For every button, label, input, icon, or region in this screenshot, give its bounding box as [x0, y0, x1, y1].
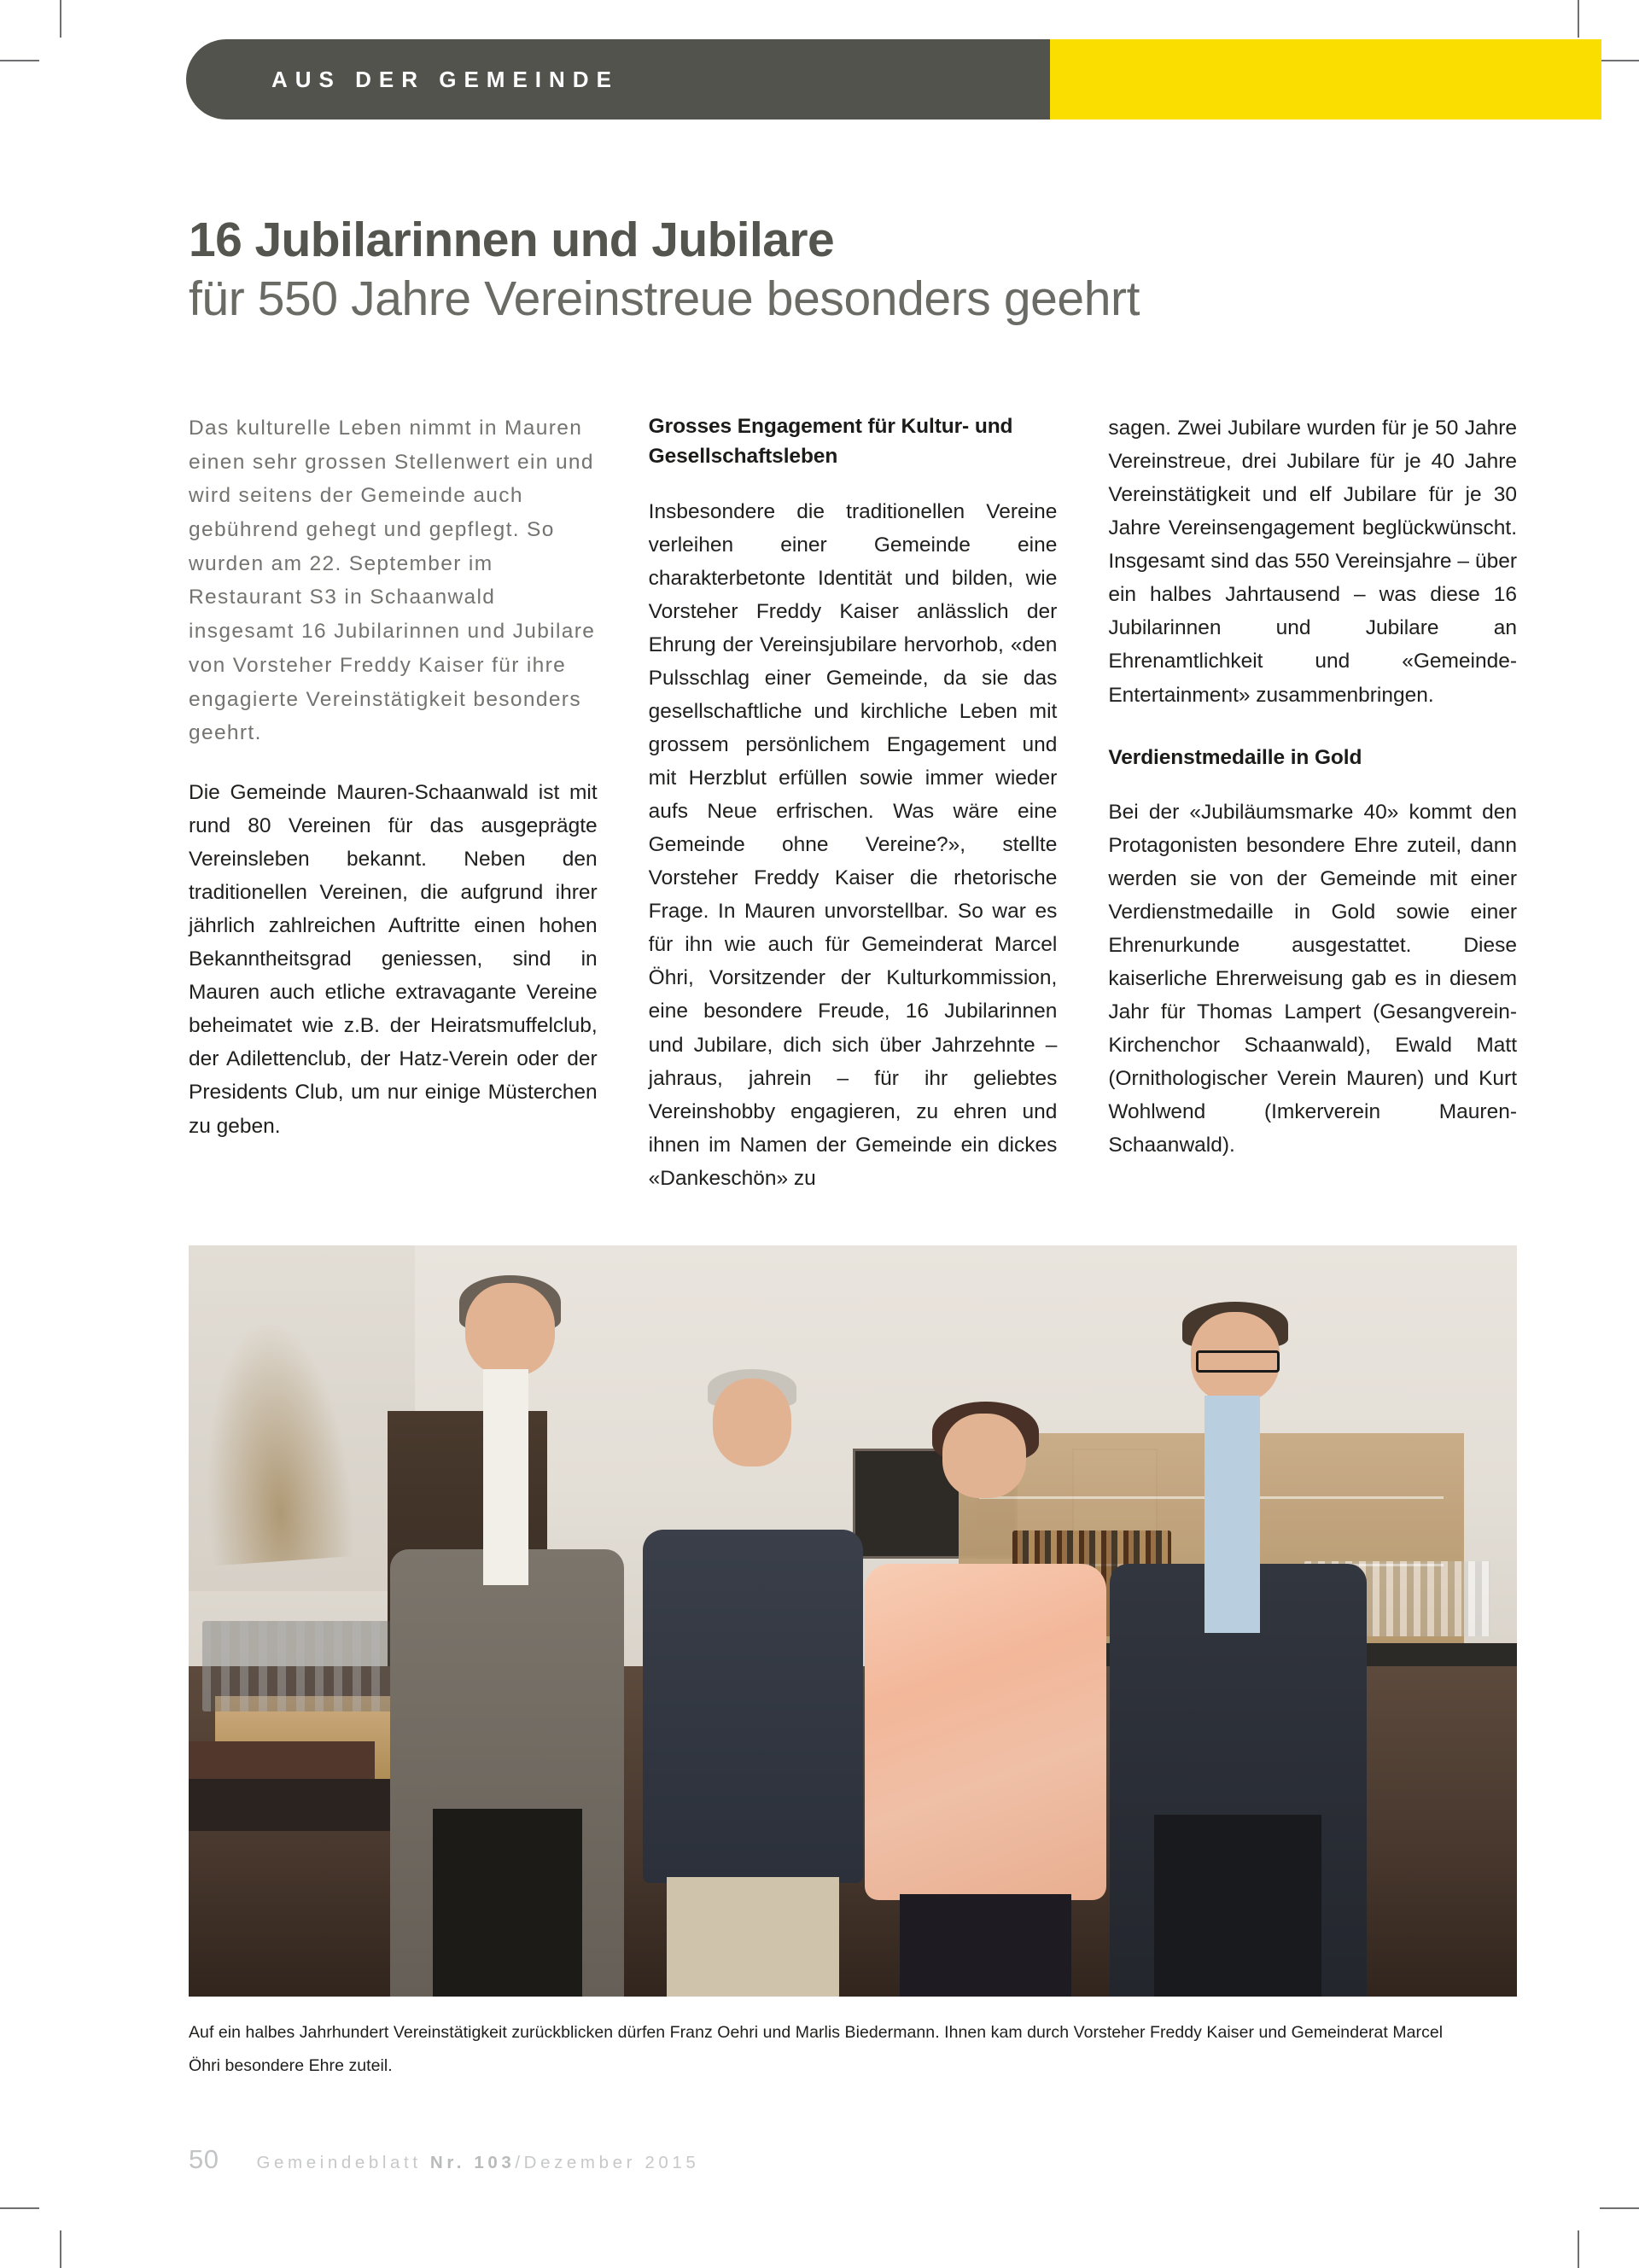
page-title — [189, 213, 1520, 327]
photo-person3-blouse — [865, 1564, 1107, 1900]
crop-mark-bottom-right-vertical — [1578, 2230, 1579, 2268]
photo-person1-trousers — [433, 1809, 581, 1997]
paragraph: Die Gemeinde Mauren-Schaanwald ist mit rund 80 Vereinen für das ausgeprägte Vereinsleben bekannt. Neben den traditionellen Vereinen, die aufgrund ihrer jährlich zahlreichen Auftritte einen hohen Bekanntheitsgrad geniessen, sind in Mauren auch etliche extravagante Vereine beheimatet wie z.B. der Heiratsmuffelclub, der Adilettenclub, der Hatz-Verein oder der Presidents Club, um nur einige Müsterchen zu geben. — [189, 780, 598, 1138]
crop-mark-top-right-horizontal — [1600, 60, 1639, 61]
footer-date: /Dezember 2015 — [515, 2153, 700, 2172]
photo-scene — [189, 1245, 1517, 1997]
footer-publication-line — [256, 2153, 699, 2173]
photo-person-right-man — [1099, 1298, 1378, 1997]
paragraph: Insbesondere die traditionellen Vereine verleihen einer Gemeinde eine charakterbetonte Identität und bilden, wie Vorsteher Freddy Kaiser anlässlich der Ehrung der Vereinsjubilare hervorhob, «den Pulsschlag einer Gemeinde, da sie das gesellschaftliche und kirchliche Leben mit grossem persönlichem Engagement und mit Herzblut erfüllen sowie immer wieder aufs Neue erfrischen. Was wäre eine Gemeinde ohne Vereine?», stellte Vorsteher Freddy Kaiser die rhetorische Frage. In Mauren unvorstellbar. So war es für ihn wie auch für Gemeinderat Marcel Öhri, Vorsitzender der Kulturkommission, eine besondere Freude, 16 Jubilarinnen und Jubilare, dich sich über Jahrzehnte – jahraus, jahrein – für ihr geliebtes Vereinshobby engagieren, zu ehren und ihnen im Namen der Gemeinde ein dickes «Dankeschön» zu — [648, 499, 1058, 1190]
footer-publication: Gemeindeblatt — [256, 2153, 430, 2172]
column-2-body — [649, 495, 1058, 1195]
photo-person4-glasses — [1196, 1350, 1279, 1373]
photo-person1-head — [465, 1283, 556, 1377]
photo-person3-head — [942, 1414, 1026, 1498]
column-3-body-top — [1108, 411, 1517, 712]
photo-dried-grass — [194, 1315, 356, 1565]
column-1 — [189, 411, 598, 1195]
lead-paragraph: Das kulturelle Leben nimmt in Mauren einen sehr grossen Stellenwert ein und wird seitens der Gemeinde auch gebührend gehegt und gepflegt. So wurden am 22. September im Restaurant S3 in Schaanwald insgesamt 16 Jubilarinnen und Jubilare von Vorsteher Freddy Kaiser für ihre engagierte Vereinstätigkeit besonders geehrt. — [189, 417, 596, 745]
subheading-engagement: Grosses Engagement für Kultur- und Gesellschaftsleben — [648, 415, 1013, 469]
footer-issue: Nr. 103 — [429, 2153, 516, 2172]
crop-mark-bottom-left-horizontal — [0, 2207, 39, 2209]
paragraph: Bei der «Jubiläumsmarke 40» kommt den Protagonisten besondere Ehre zuteil, dann werden sie von der Gemeinde mit einer Verdienstmedaille in Gold sowie einer Ehrenurkunde ausgestattet. Diese kaiserliche Ehrerweisung gab es in diesem Jahr für Thomas Lampert (Gesangverein-Kirchenchor Schaanwald), Ewald Matt (Ornithologischer Verein Mauren) und Kurt Wohlwend (Imkerverein Mauren-Schaanwald). — [1108, 800, 1518, 1157]
crop-mark-bottom-right-horizontal — [1600, 2207, 1639, 2209]
section-banner — [186, 39, 1601, 120]
article-columns — [189, 411, 1517, 1195]
photo-person-left-man — [375, 1275, 640, 1997]
photo-person3-trousers — [900, 1894, 1071, 1997]
section-label: AUS DER GEMEINDE — [271, 67, 619, 92]
section-banner-accent-block — [1050, 39, 1601, 120]
column-3 — [1108, 411, 1517, 1195]
photo-person-older-man — [633, 1366, 872, 1997]
paragraph: sagen. Zwei Jubilare wurden für je 50 Jahre Vereinstreue, drei Jubilare für je 40 Jahre Vereinstätigkeit und elf Jubilare für je 30 Jahre Vereinsengagement beglückwünscht. Insgesamt sind das 550 Vereinsjahre – über ein halbes Jahrtausend – was diese 16 Jubilarinnen und Jubilare an Ehrenamtlichkeit und «Gemeinde-Entertainment» zusammenbringen. — [1108, 417, 1518, 707]
photo-person4-trousers — [1154, 1815, 1321, 1997]
photo-person-woman — [860, 1396, 1112, 1997]
crop-mark-top-left-vertical — [60, 0, 61, 38]
subheading-verdienstmedaille: Verdienstmedaille in Gold — [1108, 745, 1362, 769]
article-photo — [189, 1245, 1517, 1997]
photo-caption: Auf ein halbes Jahrhundert Vereinstätigkeit zurückblicken dürfen Franz Oehri und Marlis Biedermann. Ihnen kam durch Vorsteher Freddy Kaiser und Gemeinderat Marcel Öhri besondere Ehre zuteil. — [189, 2023, 1444, 2076]
photo-person2-head — [713, 1379, 791, 1466]
crop-mark-top-right-vertical — [1578, 0, 1579, 38]
page-footer — [189, 2144, 699, 2175]
photo-person4-shirt — [1204, 1396, 1260, 1633]
crop-mark-top-left-horizontal — [0, 60, 39, 61]
headline-secondary: für 550 Jahre Vereinstreue besonders geehrt — [189, 271, 1140, 326]
photo-person1-shirt — [483, 1369, 528, 1585]
photo-person2-trousers — [667, 1877, 839, 1997]
column-1-body — [189, 776, 598, 1143]
crop-mark-bottom-left-vertical — [60, 2230, 61, 2268]
lead-paragraph-block — [189, 411, 598, 750]
photo-person2-fleece — [643, 1530, 863, 1883]
page-number: 50 — [189, 2144, 219, 2174]
column-3-body-bottom — [1108, 796, 1517, 1163]
headline-primary: 16 Jubilarinnen und Jubilare — [189, 213, 835, 267]
column-2 — [649, 411, 1058, 1195]
